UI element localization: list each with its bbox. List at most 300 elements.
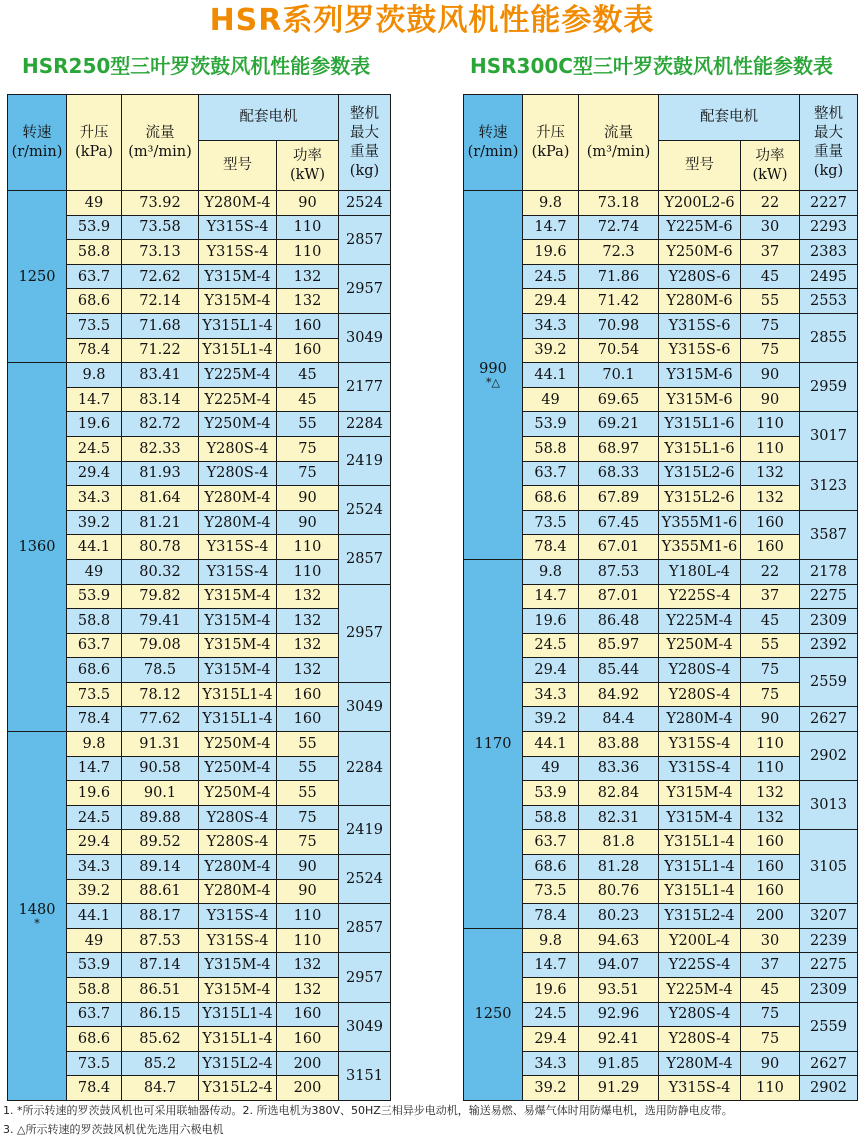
table-row [464, 658, 858, 683]
power-cell: 75 [741, 1027, 800, 1052]
flow-cell: 87.53 [122, 928, 199, 953]
weight-cell: 2627 [800, 1051, 858, 1076]
pressure-cell: 9.8 [523, 559, 579, 584]
power-cell: 75 [741, 658, 800, 683]
power-cell: 160 [277, 338, 339, 363]
power-cell: 110 [277, 535, 339, 560]
power-cell: 75 [741, 1002, 800, 1027]
power-cell: 160 [741, 830, 800, 855]
pressure-cell: 78.4 [67, 707, 122, 732]
speed-cell [464, 928, 523, 1100]
footnote-line: 3. △所示转速的罗茨鼓风机优先选用六极电机 [3, 1123, 224, 1136]
pressure-cell: 14.7 [523, 215, 579, 240]
weight-cell: 2275 [800, 953, 858, 978]
motor-model-cell: Y280M-4 [659, 707, 741, 732]
motor-model-cell: Y280S-4 [659, 1027, 741, 1052]
pressure-cell: 58.8 [67, 240, 122, 265]
pressure-cell: 24.5 [523, 633, 579, 658]
weight-cell: 2902 [800, 1076, 858, 1101]
power-cell: 160 [277, 1027, 339, 1052]
motor-model-cell: Y250M-4 [199, 412, 277, 437]
footnotes [3, 1101, 733, 1139]
motor-model-cell: Y315L1-4 [199, 1002, 277, 1027]
flow-cell: 91.29 [579, 1076, 659, 1101]
table-row [464, 904, 858, 929]
flow-cell: 89.52 [122, 830, 199, 855]
motor-model-cell: Y315L1-4 [199, 338, 277, 363]
weight-cell: 3049 [339, 682, 391, 731]
weight-cell: 2627 [800, 707, 858, 732]
flow-cell: 82.72 [122, 412, 199, 437]
motor-model-cell: Y315L1-4 [199, 313, 277, 338]
weight-cell: 3013 [800, 781, 858, 830]
weight-cell: 3017 [800, 412, 858, 461]
weight-cell: 3151 [339, 1051, 391, 1100]
power-cell: 110 [741, 436, 800, 461]
power-cell: 22 [741, 191, 800, 216]
weight-cell: 2227 [800, 191, 858, 216]
motor-model-cell: Y315L1-6 [659, 412, 741, 437]
table-row [464, 338, 858, 363]
power-cell: 110 [741, 732, 800, 757]
pressure-cell: 24.5 [523, 1002, 579, 1027]
weight-cell: 2309 [800, 609, 858, 634]
power-cell: 110 [741, 756, 800, 781]
pressure-header: 升压 (kPa) [67, 95, 122, 191]
power-header: 功率 (kW) [277, 141, 339, 191]
motor-model-cell: Y315S-4 [659, 1076, 741, 1101]
flow-cell: 94.63 [579, 928, 659, 953]
weight-cell: 3123 [800, 461, 858, 510]
flow-cell: 83.36 [579, 756, 659, 781]
power-cell: 160 [741, 535, 800, 560]
flow-cell: 86.15 [122, 1002, 199, 1027]
pressure-cell: 49 [523, 387, 579, 412]
table-row [8, 363, 391, 388]
weight-cell: 2177 [339, 363, 391, 412]
flow-cell: 91.85 [579, 1051, 659, 1076]
table-row [464, 486, 858, 511]
motor-model-cell: Y280S-4 [199, 461, 277, 486]
table-row [464, 781, 858, 806]
speed-cell [464, 559, 523, 928]
pressure-cell: 29.4 [67, 830, 122, 855]
motor-header: 配套电机 [199, 95, 339, 141]
weight-cell: 2957 [339, 584, 391, 682]
motor-model-cell: Y315M-4 [199, 633, 277, 658]
weight-cell: 2275 [800, 584, 858, 609]
flow-cell: 69.65 [579, 387, 659, 412]
flow-cell: 78.12 [122, 682, 199, 707]
flow-cell: 80.23 [579, 904, 659, 929]
power-cell: 55 [277, 756, 339, 781]
power-cell: 90 [277, 510, 339, 535]
flow-cell: 81.21 [122, 510, 199, 535]
table-row [464, 535, 858, 560]
table-row [464, 805, 858, 830]
motor-model-cell: Y225S-4 [659, 953, 741, 978]
pressure-cell: 44.1 [523, 732, 579, 757]
motor-model-cell: Y315M-4 [199, 609, 277, 634]
motor-model-cell: Y315L1-4 [659, 879, 741, 904]
table-row [464, 1027, 858, 1052]
motor-model-cell: Y280M-4 [659, 1051, 741, 1076]
speed-value: 990 [479, 360, 507, 377]
motor-model-cell: Y250M-4 [199, 756, 277, 781]
pressure-cell: 68.6 [523, 486, 579, 511]
power-cell: 132 [741, 805, 800, 830]
motor-model-cell: Y315S-4 [199, 215, 277, 240]
speed-cell [8, 191, 67, 363]
pressure-cell: 53.9 [523, 412, 579, 437]
table-row [464, 215, 858, 240]
power-cell: 132 [741, 461, 800, 486]
motor-model-cell: Y315L2-6 [659, 461, 741, 486]
motor-model-cell: Y315S-4 [199, 559, 277, 584]
pressure-cell: 58.8 [67, 978, 122, 1003]
power-cell: 132 [277, 289, 339, 314]
power-cell: 30 [741, 928, 800, 953]
pressure-cell: 19.6 [67, 412, 122, 437]
weight-cell: 2495 [800, 264, 858, 289]
table-row [464, 953, 858, 978]
weight-cell: 2239 [800, 928, 858, 953]
power-cell: 55 [741, 289, 800, 314]
motor-model-cell: Y315M-4 [659, 781, 741, 806]
speed-value: 1250 [474, 1006, 512, 1023]
right-table-title: HSR300C型三叶罗茨鼓风机性能参数表 [470, 54, 833, 78]
flow-cell: 70.1 [579, 363, 659, 388]
pressure-cell: 63.7 [523, 830, 579, 855]
power-cell: 160 [277, 707, 339, 732]
motor-model-cell: Y315M-4 [199, 978, 277, 1003]
pressure-cell: 58.8 [523, 805, 579, 830]
table-row [464, 1076, 858, 1101]
model-header: 型号 [199, 141, 277, 191]
pressure-cell: 63.7 [67, 633, 122, 658]
flow-cell: 81.28 [579, 855, 659, 880]
power-cell: 110 [277, 215, 339, 240]
pressure-cell: 39.2 [523, 1076, 579, 1101]
weight-cell: 2524 [339, 191, 391, 216]
motor-model-cell: Y280S-4 [659, 658, 741, 683]
motor-model-cell: Y315L1-4 [199, 707, 277, 732]
pressure-cell: 24.5 [67, 805, 122, 830]
motor-model-cell: Y315S-4 [199, 535, 277, 560]
pressure-cell: 53.9 [67, 584, 122, 609]
pressure-cell: 39.2 [67, 510, 122, 535]
power-cell: 55 [277, 732, 339, 757]
power-cell: 75 [277, 830, 339, 855]
weight-cell: 2959 [800, 363, 858, 412]
pressure-cell: 29.4 [523, 289, 579, 314]
pressure-cell: 68.6 [67, 289, 122, 314]
flow-cell: 73.13 [122, 240, 199, 265]
motor-model-cell: Y225S-4 [659, 584, 741, 609]
weight-cell: 2957 [339, 953, 391, 1002]
pressure-cell: 53.9 [67, 215, 122, 240]
flow-cell: 73.92 [122, 191, 199, 216]
power-cell: 160 [741, 879, 800, 904]
weight-cell: 2524 [339, 855, 391, 904]
motor-model-cell: Y355M1-6 [659, 535, 741, 560]
flow-cell: 82.84 [579, 781, 659, 806]
motor-model-cell: Y315M-4 [199, 658, 277, 683]
table-row [464, 756, 858, 781]
pressure-cell: 63.7 [67, 264, 122, 289]
speed-header: 转速 (r/min) [8, 95, 67, 191]
motor-model-cell: Y280S-6 [659, 264, 741, 289]
pressure-cell: 63.7 [67, 1002, 122, 1027]
power-cell: 132 [741, 781, 800, 806]
weight-cell: 3105 [800, 830, 858, 904]
motor-model-cell: Y225M-4 [659, 978, 741, 1003]
speed-cell [8, 732, 67, 1101]
pressure-cell: 14.7 [523, 953, 579, 978]
motor-model-cell: Y315M-4 [199, 289, 277, 314]
motor-model-cell: Y315S-4 [659, 756, 741, 781]
power-cell: 55 [277, 412, 339, 437]
table-row [464, 510, 858, 535]
power-cell: 160 [277, 313, 339, 338]
motor-model-cell: Y315S-4 [199, 904, 277, 929]
flow-cell: 79.82 [122, 584, 199, 609]
pressure-cell: 9.8 [523, 191, 579, 216]
pressure-cell: 19.6 [67, 781, 122, 806]
motor-model-cell: Y225M-4 [199, 387, 277, 412]
pressure-cell: 58.8 [523, 436, 579, 461]
power-cell: 45 [741, 609, 800, 634]
weight-cell: 2857 [339, 535, 391, 584]
flow-cell: 67.89 [579, 486, 659, 511]
power-cell: 45 [741, 978, 800, 1003]
motor-header: 配套电机 [659, 95, 800, 141]
flow-cell: 85.44 [579, 658, 659, 683]
flow-cell: 71.42 [579, 289, 659, 314]
weight-cell: 2957 [339, 264, 391, 313]
motor-model-cell: Y280M-4 [199, 879, 277, 904]
flow-cell: 67.01 [579, 535, 659, 560]
weight-cell: 3207 [800, 904, 858, 929]
pressure-cell: 14.7 [523, 584, 579, 609]
flow-cell: 90.58 [122, 756, 199, 781]
weight-cell: 3049 [339, 313, 391, 362]
pressure-cell: 68.6 [523, 855, 579, 880]
table-row [464, 879, 858, 904]
pressure-cell: 34.3 [67, 855, 122, 880]
table-row [464, 584, 858, 609]
power-cell: 160 [741, 510, 800, 535]
flow-cell: 81.64 [122, 486, 199, 511]
flow-cell: 87.53 [579, 559, 659, 584]
pressure-cell: 53.9 [67, 953, 122, 978]
pressure-cell: 14.7 [67, 387, 122, 412]
motor-model-cell: Y315L1-4 [199, 1027, 277, 1052]
power-cell: 200 [277, 1051, 339, 1076]
table-row [464, 264, 858, 289]
motor-model-cell: Y315L2-4 [199, 1076, 277, 1101]
power-cell: 132 [277, 978, 339, 1003]
power-cell: 75 [741, 313, 800, 338]
power-header: 功率 (kW) [741, 141, 800, 191]
model-header: 型号 [659, 141, 741, 191]
pressure-cell: 73.5 [67, 313, 122, 338]
motor-model-cell: Y315S-4 [199, 240, 277, 265]
weight-cell: 2559 [800, 658, 858, 707]
motor-model-cell: Y250M-4 [199, 781, 277, 806]
power-cell: 75 [741, 338, 800, 363]
motor-model-cell: Y315M-4 [199, 953, 277, 978]
motor-model-cell: Y315L1-6 [659, 436, 741, 461]
flow-cell: 72.62 [122, 264, 199, 289]
flow-cell: 79.41 [122, 609, 199, 634]
pressure-cell: 63.7 [523, 461, 579, 486]
power-cell: 22 [741, 559, 800, 584]
power-cell: 90 [741, 363, 800, 388]
flow-cell: 88.17 [122, 904, 199, 929]
table-row [464, 313, 858, 338]
power-cell: 110 [277, 928, 339, 953]
table-row [464, 633, 858, 658]
pressure-cell: 39.2 [67, 879, 122, 904]
table-row [464, 289, 858, 314]
flow-cell: 92.41 [579, 1027, 659, 1052]
flow-cell: 78.5 [122, 658, 199, 683]
table-row [464, 1002, 858, 1027]
flow-cell: 89.88 [122, 805, 199, 830]
pressure-cell: 9.8 [67, 363, 122, 388]
pressure-cell: 78.4 [67, 1076, 122, 1101]
pressure-cell: 68.6 [67, 1027, 122, 1052]
table-row [464, 240, 858, 265]
flow-cell: 81.93 [122, 461, 199, 486]
pressure-cell: 73.5 [67, 1051, 122, 1076]
power-cell: 90 [277, 879, 339, 904]
motor-model-cell: Y315L2-4 [659, 904, 741, 929]
weight-cell: 2392 [800, 633, 858, 658]
flow-cell: 86.51 [122, 978, 199, 1003]
weight-cell: 2902 [800, 732, 858, 781]
flow-cell: 73.58 [122, 215, 199, 240]
table-row [464, 1051, 858, 1076]
power-cell: 30 [741, 215, 800, 240]
table-row [464, 387, 858, 412]
motor-model-cell: Y315M-6 [659, 363, 741, 388]
flow-cell: 70.98 [579, 313, 659, 338]
pressure-cell: 78.4 [523, 904, 579, 929]
pressure-cell: 39.2 [523, 338, 579, 363]
weight-header: 整机 最大 重量 (kg) [800, 95, 858, 191]
speed-value: 1170 [474, 735, 512, 752]
weight-cell: 2857 [339, 215, 391, 264]
power-cell: 90 [277, 191, 339, 216]
power-cell: 132 [277, 633, 339, 658]
pressure-cell: 49 [67, 928, 122, 953]
pressure-cell: 68.6 [67, 658, 122, 683]
flow-cell: 72.74 [579, 215, 659, 240]
pressure-cell: 53.9 [523, 781, 579, 806]
weight-header: 整机 最大 重量 (kg) [339, 95, 391, 191]
power-cell: 45 [277, 363, 339, 388]
motor-model-cell: Y315S-4 [659, 732, 741, 757]
flow-cell: 83.41 [122, 363, 199, 388]
table-row [464, 978, 858, 1003]
flow-cell: 72.14 [122, 289, 199, 314]
flow-cell: 69.21 [579, 412, 659, 437]
table-row [464, 732, 858, 757]
speed-cell [8, 363, 67, 732]
flow-cell: 85.2 [122, 1051, 199, 1076]
power-cell: 90 [277, 486, 339, 511]
pressure-cell: 34.3 [523, 313, 579, 338]
flow-cell: 73.18 [579, 191, 659, 216]
motor-model-cell: Y315L2-4 [199, 1051, 277, 1076]
flow-cell: 88.61 [122, 879, 199, 904]
motor-model-cell: Y280M-4 [199, 855, 277, 880]
power-cell: 75 [277, 436, 339, 461]
pressure-cell: 29.4 [67, 461, 122, 486]
table-row [464, 855, 858, 880]
pressure-cell: 49 [67, 191, 122, 216]
pressure-cell: 73.5 [67, 682, 122, 707]
weight-cell: 2309 [800, 978, 858, 1003]
pressure-cell: 73.5 [523, 510, 579, 535]
flow-cell: 87.14 [122, 953, 199, 978]
flow-cell: 91.31 [122, 732, 199, 757]
pressure-cell: 44.1 [67, 904, 122, 929]
table-row [8, 732, 391, 757]
flow-cell: 84.7 [122, 1076, 199, 1101]
power-cell: 75 [741, 682, 800, 707]
power-cell: 55 [741, 633, 800, 658]
footnote-line: 1. *所示转速的罗茨鼓风机也可采用联轴器传动。2. 所选电机为380V、50HZ三相异步电动机，输送易燃、易爆气体时用防爆电机，选用防静电皮带。 [3, 1104, 733, 1117]
flow-cell: 89.14 [122, 855, 199, 880]
pressure-cell: 58.8 [67, 609, 122, 634]
weight-cell: 3049 [339, 1002, 391, 1051]
flow-cell: 79.08 [122, 633, 199, 658]
power-cell: 90 [741, 387, 800, 412]
motor-model-cell: Y280M-4 [199, 191, 277, 216]
flow-cell: 84.92 [579, 682, 659, 707]
flow-header: 流量 (m³/min) [579, 95, 659, 191]
weight-cell: 2857 [339, 904, 391, 953]
motor-model-cell: Y225M-4 [659, 609, 741, 634]
table-row [464, 363, 858, 388]
motor-model-cell: Y315S-6 [659, 338, 741, 363]
power-cell: 37 [741, 240, 800, 265]
table-row [8, 191, 391, 216]
flow-cell: 71.22 [122, 338, 199, 363]
weight-cell: 2293 [800, 215, 858, 240]
table-row [464, 191, 858, 216]
power-cell: 132 [277, 953, 339, 978]
flow-cell: 70.54 [579, 338, 659, 363]
power-cell: 160 [741, 855, 800, 880]
table-row [464, 682, 858, 707]
flow-header: 流量 (m³/min) [122, 95, 199, 191]
power-cell: 37 [741, 584, 800, 609]
motor-model-cell: Y315L1-4 [659, 830, 741, 855]
flow-cell: 86.48 [579, 609, 659, 634]
speed-value: 1480 [18, 902, 56, 919]
motor-model-cell: Y280S-4 [199, 830, 277, 855]
speed-value: 1360 [18, 539, 56, 556]
power-cell: 37 [741, 953, 800, 978]
flow-cell: 94.07 [579, 953, 659, 978]
pressure-cell: 24.5 [523, 264, 579, 289]
motor-model-cell: Y200L2-6 [659, 191, 741, 216]
motor-model-cell: Y280S-4 [659, 682, 741, 707]
